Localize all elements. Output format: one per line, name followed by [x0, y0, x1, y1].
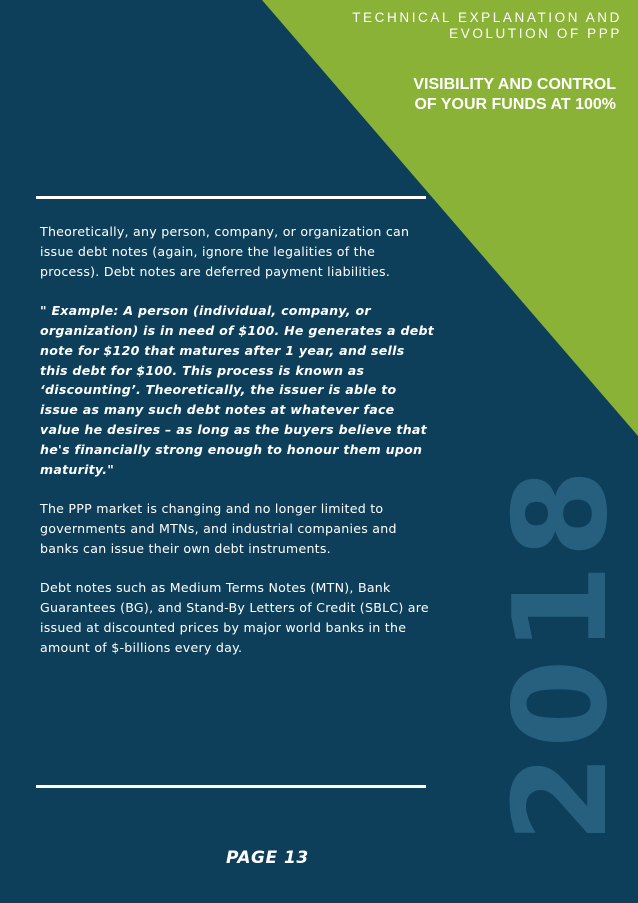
document-title: [262, 10, 622, 42]
subheading-line-2: OF YOUR FUNDS AT 100%: [414, 96, 616, 113]
top-divider: [36, 196, 426, 199]
document-title-line-1: TECHNICAL EXPLANATION AND: [352, 10, 622, 25]
document-title-line-2: EVOLUTION OF PPP: [449, 26, 622, 41]
paragraph-debt-instruments: Debt notes such as Medium Terms Notes (MTN), Bank Guarantees (BG), and Stand-By Letters of Credit (SBLC) are issued at discounted prices by major world banks in the amount of $-billions every day.: [40, 580, 429, 655]
paragraph-debt-notes: Theoretically, any person, company, or organization can issue debt notes (again, ignore the legalities of the process). Debt notes are deferred payment liabilities.: [40, 224, 410, 279]
year-watermark-text: 2018: [487, 462, 636, 844]
body-text: [40, 222, 436, 677]
subheading-line-1: VISIBILITY AND CONTROL: [413, 76, 616, 93]
page-number: PAGE 13: [226, 848, 309, 868]
example-quote: " Example: A person (individual, company, or organization) is in need of $100. He generates a debt note for $120 that matures after 1 year, and sells this debt for $100. This process is known as ‘discounting’. Theoretically, the issuer is able to issue as many such debt notes at whatever face value he desires – as long as the buyers believe that he's financially strong enough to honour them upon maturity.": [40, 303, 435, 477]
section-subheading: [316, 75, 616, 115]
paragraph-ppp-market: The PPP market is changing and no longer limited to governments and MTNs, and industrial companies and banks can issue their own debt instruments.: [40, 501, 397, 556]
bottom-divider: [36, 785, 426, 788]
